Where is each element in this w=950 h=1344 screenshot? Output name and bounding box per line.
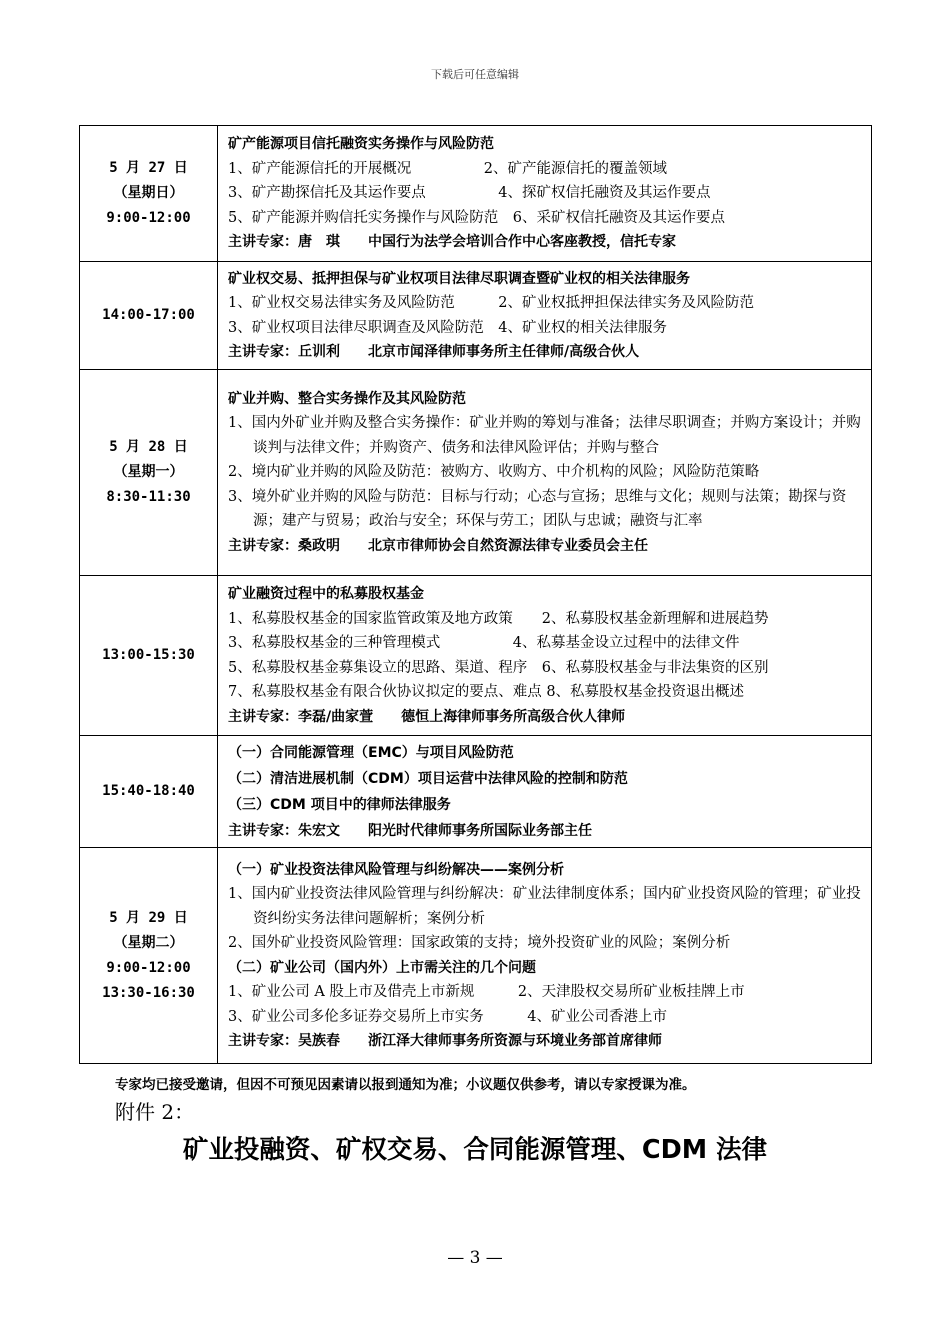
table-row: [80, 736, 872, 848]
topic-line: 1、国内矿业投资法律风险管理与纠纷解决：矿业法律制度体系；国内矿业投资风险的管理；矿业投资纠纷实务法律问题解析；案例分析: [228, 886, 861, 927]
schedule-table: [79, 125, 872, 1064]
page-header: 下载后可任意编辑: [431, 68, 519, 81]
topic-line: 1、矿产能源信托的开展概况 2、矿产能源信托的覆盖领域: [228, 160, 667, 177]
content-cell: [218, 736, 872, 848]
topic-line: 5、矿产能源并购信托实务操作与风险防范 6、采矿权信托融资及其运作要点: [228, 209, 725, 226]
topic-line: 1、国内外矿业并购及整合实务操作：矿业并购的筹划与准备；法律尽职调查；并购方案设计；并购谈判与法律文件；并购资产、债务和法律风险评估；并购与整合: [228, 415, 861, 456]
table-row: [80, 126, 872, 262]
date-text: 5 月 27 日: [109, 160, 188, 176]
table-row: [80, 848, 872, 1064]
page-number: — 3 —: [447, 1248, 503, 1268]
topic-line: 3、矿产勘探信托及其运作要点 4、探矿权信托融资及其运作要点: [228, 185, 711, 202]
content-cell: [218, 848, 872, 1064]
session-title: 矿业并购、整合实务操作及其风险防范: [228, 390, 466, 407]
topic-line: 1、矿业权交易法律实务及风险防范 2、矿业权抵押担保法律实务及风险防范: [228, 295, 754, 311]
time-range: 8:30-11:30: [106, 489, 191, 505]
time-cell: [80, 736, 218, 848]
speaker-line: 主讲专家：李磊/曲家萱 德恒上海律师事务所高级合伙人律师: [228, 708, 626, 725]
time-range: 9:00-12:00: [106, 959, 191, 976]
time-cell: [80, 848, 218, 1064]
speaker-line: 主讲专家：吴族春 浙江泽大律师事务所资源与环境业务部首席律师: [228, 1033, 662, 1049]
content-cell: [218, 576, 872, 736]
time-range: 13:00-15:30: [102, 647, 195, 663]
footnote: 专家均已接受邀请，但因不可预见因素请以报到通知为准；小议题仅供参考，请以专家授课为准。: [115, 1077, 696, 1093]
time-range: 9:00-12:00: [106, 210, 191, 226]
weekday-text: （星期日）: [113, 185, 184, 201]
time-range: 15:40-18:40: [102, 783, 195, 799]
session-title: 矿业权交易、抵押担保与矿业权项目法律尽职调查暨矿业权的相关法律服务: [228, 270, 690, 287]
weekday-text: （星期一）: [113, 464, 184, 480]
time-cell: [80, 370, 218, 576]
topic-line: 3、矿业公司多伦多证券交易所上市实务 4、矿业公司香港上市: [228, 1008, 667, 1025]
time-range: 13:30-16:30: [102, 984, 195, 1001]
speaker-line: 主讲专家：朱宏文 阳光时代律师事务所国际业务部主任: [228, 822, 592, 839]
topic-title: （二）矿业公司（国内外）上市需关注的几个问题: [228, 959, 536, 976]
content-cell: [218, 370, 872, 576]
session-title: 矿业融资过程中的私募股权基金: [228, 586, 424, 602]
annex-label: 附件 2：: [115, 1100, 195, 1124]
topic-line: 2、境内矿业并购的风险及防范：被购方、收购方、中介机构的风险；风险防范策略: [228, 464, 760, 481]
topic-title: （一）合同能源管理（EMC）与项目风险防范: [228, 744, 514, 761]
topic-line: 5、私募股权基金募集设立的思路、渠道、程序 6、私募股权基金与非法集资的区别: [228, 659, 769, 676]
time-cell: [80, 576, 218, 736]
speaker-line: 主讲专家：桑政明 北京市律师协会自然资源法律专业委员会主任: [228, 537, 648, 554]
session-title: 矿产能源项目信托融资实务操作与风险防范: [228, 136, 494, 153]
speaker-line: 主讲专家：丘训利 北京市闻泽律师事务所主任律师/高级合伙人: [228, 344, 640, 360]
content-cell: [218, 262, 872, 370]
table-row: [80, 262, 872, 370]
document-title: 矿业投融资、矿权交易、合同能源管理、CDM 法律: [182, 1135, 768, 1165]
topic-line: 2、国外矿业投资风险管理：国家政策的支持；境外投资矿业的风险；案例分析: [228, 935, 731, 951]
time-cell: [80, 126, 218, 262]
topic-line: 1、矿业公司 A 股上市及借壳上市新规 2、天津股权交易所矿业板挂牌上市: [228, 984, 745, 1000]
date-text: 5 月 29 日: [109, 909, 188, 926]
time-range: 14:00-17:00: [102, 307, 195, 323]
date-text: 5 月 28 日: [109, 439, 188, 455]
topic-line: 3、境外矿业并购的风险与防范：目标与行动；心态与宣扬；思维与文化；规则与法策；勘探与资源；建产与贸易；政治与安全；环保与劳工；团队与忠诚；融资与汇率: [228, 488, 847, 530]
topic-title: （三）CDM 项目中的律师法律服务: [228, 796, 451, 813]
table-row: [80, 576, 872, 736]
speaker-line: 主讲专家：唐 琪 中国行为法学会培训合作中心客座教授，信托专家: [228, 234, 676, 251]
topic-line: 3、私募股权基金的三种管理模式 4、私募基金设立过程中的法律文件: [228, 635, 740, 651]
topic-line: 3、矿业权项目法律尽职调查及风险防范 4、矿业权的相关法律服务: [228, 319, 667, 336]
content-cell: [218, 126, 872, 262]
topic-title: （二）清洁进展机制（CDM）项目运营中法律风险的控制和防范: [228, 770, 628, 787]
time-cell: [80, 262, 218, 370]
weekday-text: （星期二）: [113, 934, 184, 951]
topic-title: （一）矿业投资法律风险管理与纠纷解决——案例分析: [228, 861, 564, 878]
topic-line: 1、私募股权基金的国家监管政策及地方政策 2、私募股权基金新理解和进展趋势: [228, 610, 769, 627]
table-row: [80, 370, 872, 576]
topic-line: 7、私募股权基金有限合伙协议拟定的要点、难点 8、私募股权基金投资退出概述: [228, 684, 745, 700]
